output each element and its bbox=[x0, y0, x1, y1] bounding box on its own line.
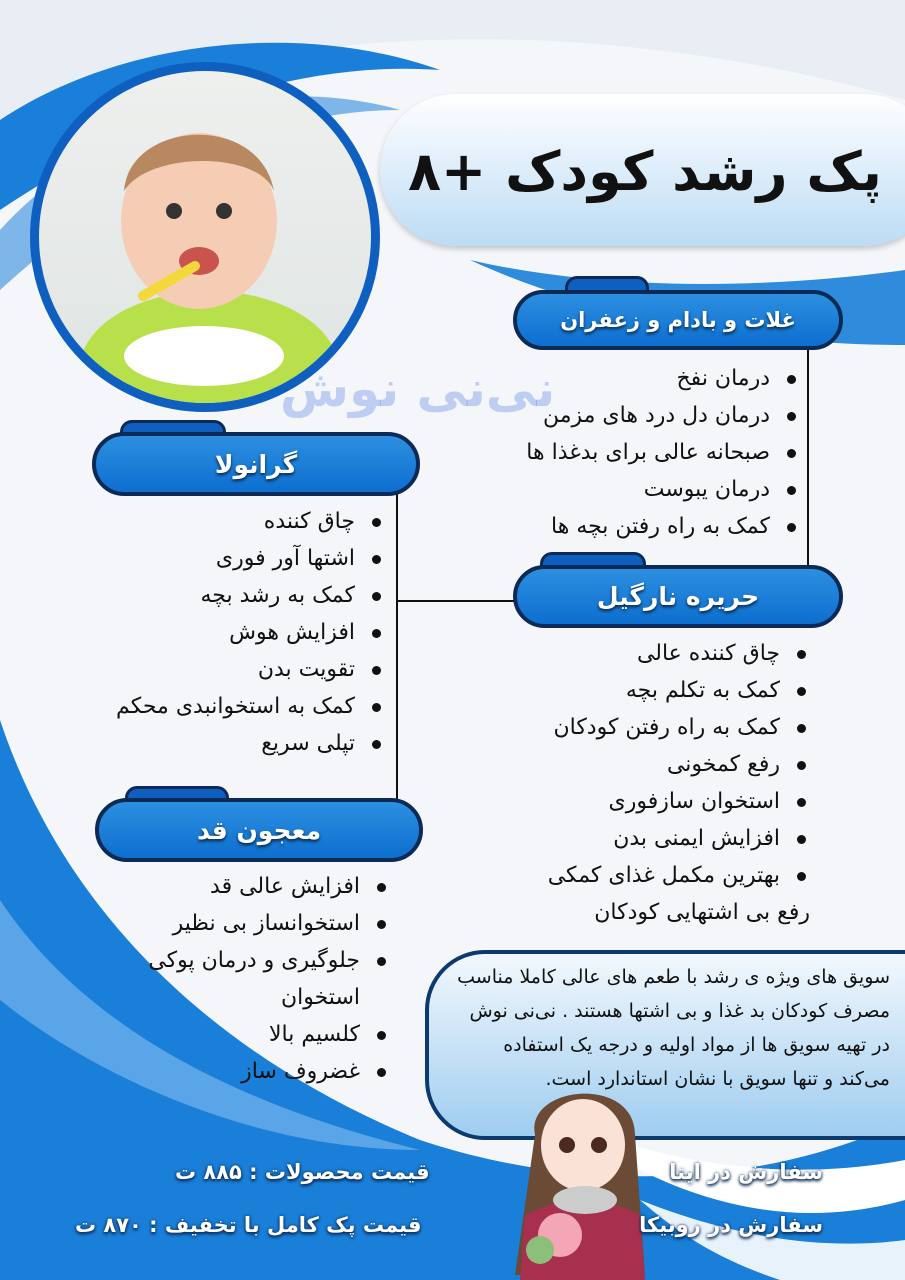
list-item: بهترین مکمل غذای کمکی bbox=[548, 857, 810, 894]
list-item: استخوانساز بی نظیر bbox=[90, 905, 390, 942]
list-item: چاق کننده عالی bbox=[548, 635, 810, 672]
brand-watermark: نی‌نی نوش bbox=[280, 360, 556, 418]
connector-line bbox=[807, 325, 809, 565]
list-item: کمک به رشد بچه bbox=[116, 577, 385, 614]
order-rubika-link[interactable]: سفارش در روبیکا bbox=[639, 1213, 823, 1237]
section-header-cereal: غلات و بادام و زعفران bbox=[513, 290, 843, 350]
connector-line bbox=[397, 600, 515, 602]
list-item: افزایش عالی قد bbox=[90, 868, 390, 905]
list-item: کمک به تکلم بچه bbox=[548, 672, 810, 709]
coconut-extra-item: رفع بی اشتهایی کودکان bbox=[594, 900, 810, 925]
list-item: غضروف ساز bbox=[90, 1053, 390, 1090]
list-item: کمک به استخوانبدی محکم bbox=[116, 688, 385, 725]
list-item: افزایش ایمنی بدن bbox=[548, 820, 810, 857]
section-header-coconut: حریره نارگیل bbox=[513, 565, 843, 628]
section-header-granola: گرانولا bbox=[92, 432, 420, 496]
list-item: کمک به راه رفتن کودکان bbox=[548, 709, 810, 746]
granola-benefits-list bbox=[116, 503, 385, 762]
pack-price: قیمت پک کامل با تخفیف : ۸۷۰ ت bbox=[75, 1213, 422, 1237]
list-item: درمان دل درد های مزمن bbox=[526, 397, 800, 434]
info-text: سویق های ویژه ی رشد با طعم های عالی کاملا مناسب مصرف کودکان بد غذا و بی اشتها هستند . نی‌نی نوش در تهیه سویق ها از مواد اولیه و درجه یک استفاده می‌کند و تنها سویق با نشان استاندارد است. bbox=[457, 966, 890, 1090]
order-eitaa-link[interactable]: سفارش در ایتا bbox=[669, 1160, 823, 1184]
page-title: پک رشد کودک +۸ bbox=[408, 140, 882, 203]
section-header-height: معجون قد bbox=[95, 798, 423, 862]
girl-illustration bbox=[495, 1075, 665, 1280]
list-item: کلسیم بالا bbox=[90, 1016, 390, 1053]
list-item: تقویت بدن bbox=[116, 651, 385, 688]
list-item: افزایش هوش bbox=[116, 614, 385, 651]
height-benefits-list bbox=[90, 868, 390, 1090]
list-item: درمان یبوست bbox=[526, 471, 800, 508]
products-price: قیمت محصولات : ۸۸۵ ت bbox=[175, 1160, 430, 1184]
list-item: چاق کننده bbox=[116, 503, 385, 540]
list-item: کمک به راه رفتن بچه ها bbox=[526, 508, 800, 545]
list-item: رفع کمخونی bbox=[548, 746, 810, 783]
list-item: جلوگیری و درمان پوکی استخوان bbox=[90, 942, 390, 1016]
list-item: صبحانه عالی برای بدغذا ها bbox=[526, 434, 800, 471]
list-item: درمان نفخ bbox=[526, 360, 800, 397]
connector-line bbox=[396, 463, 398, 800]
list-item: استخوان سازفوری bbox=[548, 783, 810, 820]
coconut-benefits-list bbox=[548, 635, 810, 894]
list-item: تپلی سریع bbox=[116, 725, 385, 762]
cereal-benefits-list bbox=[526, 360, 800, 545]
list-item: اشتها آور فوری bbox=[116, 540, 385, 577]
